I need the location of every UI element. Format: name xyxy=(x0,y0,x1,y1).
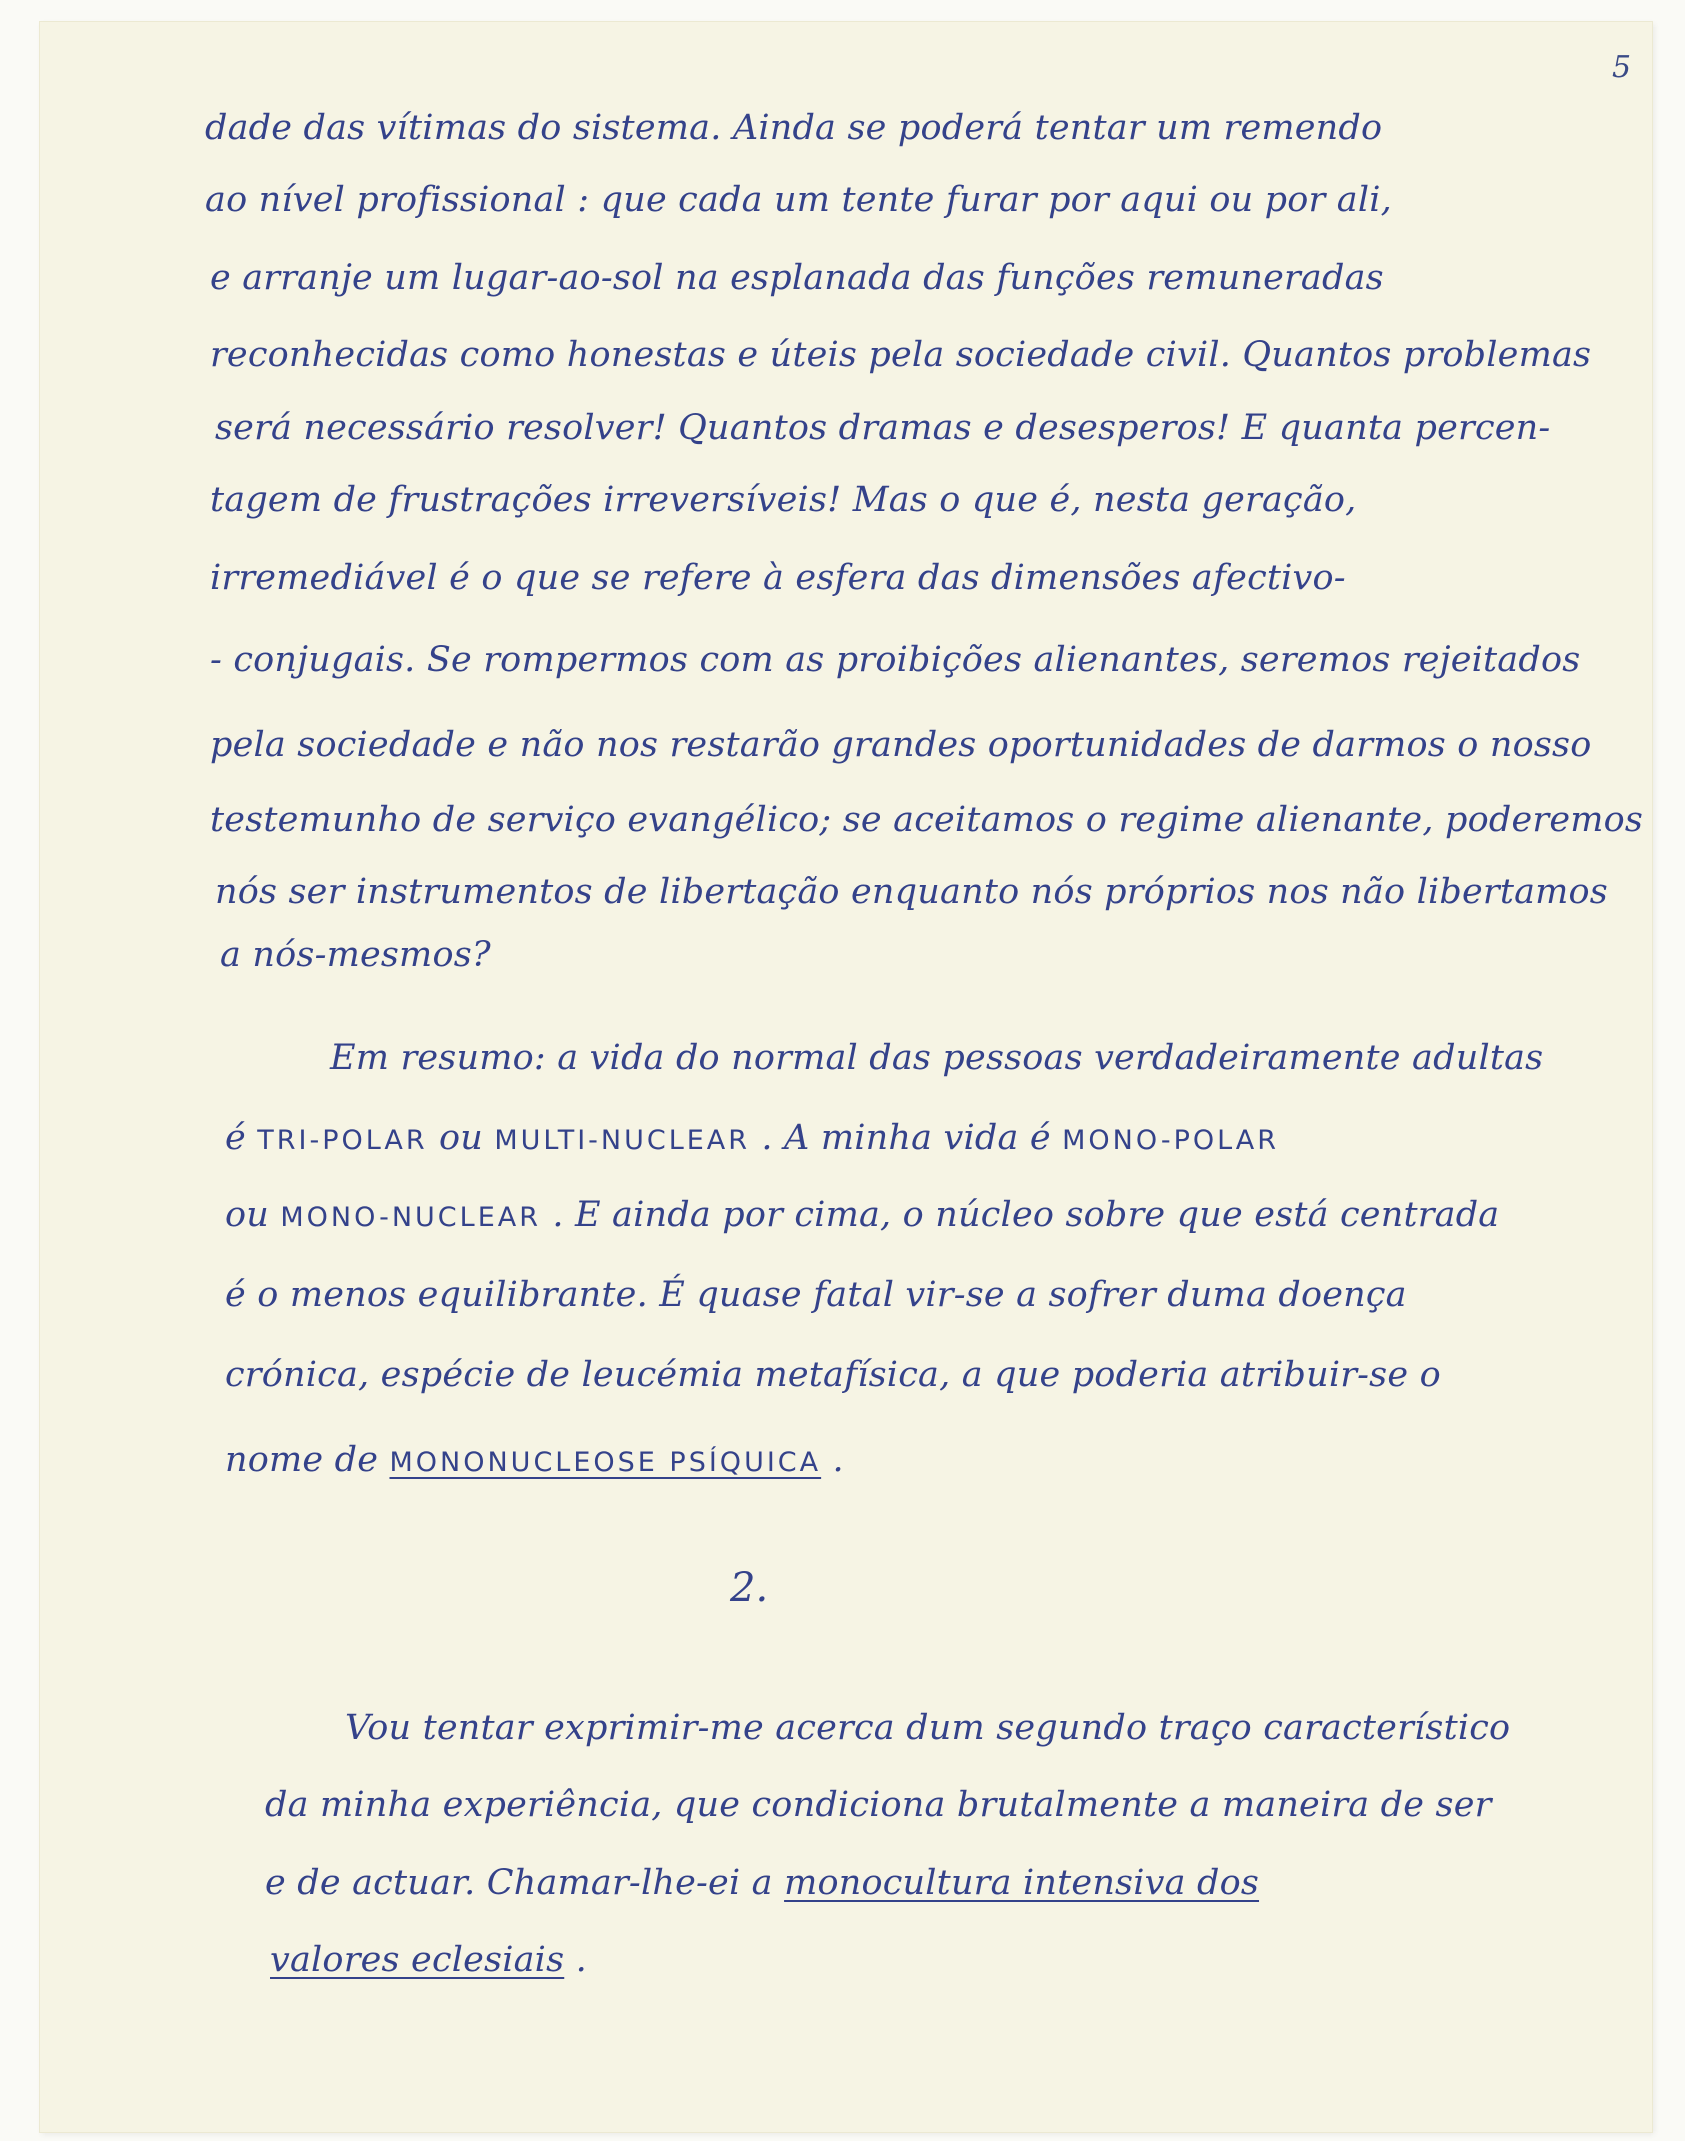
text-line-4: reconhecidas como honestas e úteis pela sociedade civil. Quantos problemas xyxy=(210,335,1592,375)
underlined-valores-eclesiais: valores eclesiais xyxy=(270,1940,565,1980)
text-line-6: tagem de frustrações irreversíveis! Mas o que é, nesta geração, xyxy=(210,480,1357,520)
summary-line-3 xyxy=(225,1195,1499,1235)
text-line-9: pela sociedade e não nos restarão grandes oportunidades de darmos o nosso xyxy=(210,725,1592,765)
term-mononucleose-psiquica: MONONUCLEOSE PSÍQUICA xyxy=(389,1447,822,1478)
summary-line-2-post: . A minha vida é xyxy=(761,1118,1063,1158)
term-multi-nuclear: MULTI-NUCLEAR xyxy=(494,1125,751,1156)
closing-line-3 xyxy=(265,1863,1259,1903)
summary-line-2-pre: é xyxy=(225,1118,258,1158)
text-line-12: a nós-mesmos? xyxy=(220,935,491,975)
closing-line-4-post: . xyxy=(575,1940,587,1980)
summary-line-2-mid: ou xyxy=(438,1118,495,1158)
summary-line-4: é o menos equilibrante. É quase fatal vir-se a sofrer duma doença xyxy=(225,1275,1407,1315)
summary-line-3-pre: ou xyxy=(225,1195,281,1235)
closing-line-1: Vou tentar exprimir-me acerca dum segundo traço característico xyxy=(345,1708,1511,1748)
summary-line-6 xyxy=(225,1440,844,1480)
summary-line-6-post: . xyxy=(832,1440,844,1480)
summary-line-2 xyxy=(225,1118,1279,1158)
summary-line-1: Em resumo: a vida do normal das pessoas verdadeiramente adultas xyxy=(330,1038,1544,1078)
summary-line-6-pre: nome de xyxy=(225,1440,390,1480)
section-number: 2. xyxy=(730,1565,769,1611)
summary-line-5: crónica, espécie de leucémia metafísica, a que poderia atribuir-se o xyxy=(225,1355,1441,1395)
term-mono-nuclear: MONO-NUCLEAR xyxy=(280,1202,541,1233)
text-line-2: ao nível profissional : que cada um tente furar por aqui ou por ali, xyxy=(205,180,1392,220)
text-line-8: - conjugais. Se rompermos com as proibições alienantes, seremos rejeitados xyxy=(210,640,1581,680)
text-line-5: será necessário resolver! Quantos dramas e desesperos! E quanta percen- xyxy=(215,408,1551,448)
text-line-10: testemunho de serviço evangélico; se aceitamos o regime alienante, poderemos xyxy=(210,800,1644,840)
term-mono-polar: MONO-POLAR xyxy=(1062,1125,1280,1156)
page-number: 5 xyxy=(1612,50,1632,85)
closing-line-3-pre: e de actuar. Chamar-lhe-ei a xyxy=(265,1863,785,1903)
text-line-11: nós ser instrumentos de libertação enquanto nós próprios nos não libertamos xyxy=(215,872,1608,912)
closing-line-2: da minha experiência, que condiciona brutalmente a maneira de ser xyxy=(265,1785,1492,1825)
text-line-1: dade das vítimas do sistema. Ainda se poderá tentar um remendo xyxy=(205,108,1383,148)
text-line-7: irremediável é o que se refere à esfera das dimensões afectivo- xyxy=(210,558,1346,598)
text-line-3: e arranje um lugar-ao-sol na esplanada das funções remuneradas xyxy=(210,258,1384,298)
term-tri-polar: TRI-POLAR xyxy=(257,1125,428,1156)
underlined-monocultura: monocultura intensiva dos xyxy=(784,1863,1260,1903)
summary-line-3-post: . E ainda por cima, o núcleo sobre que está centrada xyxy=(552,1195,1500,1235)
closing-line-4 xyxy=(270,1940,587,1980)
